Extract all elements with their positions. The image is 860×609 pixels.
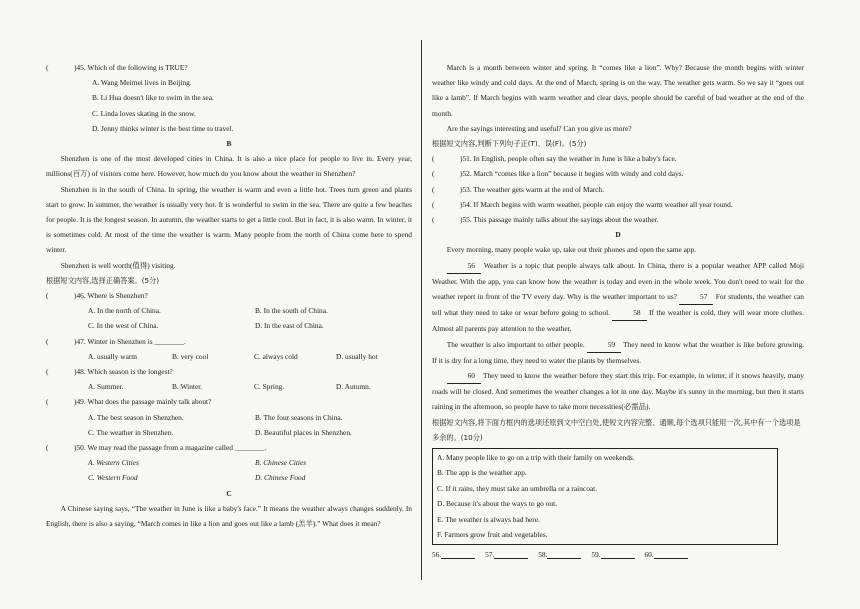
section-c-heading: C	[226, 488, 232, 498]
option-d: D. usually hot	[336, 351, 378, 361]
answer-slot-58[interactable]	[538, 547, 581, 562]
answer-label: 59.	[591, 549, 601, 559]
answer-paren[interactable]: (	[432, 154, 435, 164]
tf-item-54	[432, 197, 804, 212]
answer-paren[interactable]: (	[46, 336, 49, 346]
choices-box	[432, 448, 778, 544]
passage-c-paragraph: A Chinese saying says, “The weather in June is like a baby's face.” It means the weather always changes suddenly. In English, there is also a saying, “March comes in like a lion and goes out like a lamb (羔羊).” What does it mean?	[46, 503, 412, 529]
tf-statement: )51. In English, people often say the weather in June is like a baby's face.	[460, 154, 677, 164]
right-column	[432, 60, 804, 562]
passage-text: The weather is also important to other people.	[446, 339, 587, 349]
option-c: C. The weather in Shenzhen.	[88, 427, 174, 437]
answer-row	[432, 547, 804, 562]
passage-b-paragraph: Shenzhen is in the south of China. In spring, the weather is warm and even a little hot. Trees turn green and plants start to grow. In summer, the weather is usually very hot. It is wonderful to swim in the sea. There are quite a few beaches for people. It is the longest season. In autumn, the weather starts to get a little cool. But in fact, it is also warm. In winter, it is sometimes cold. At most of the time the weather is warm. Many people from the north of China come here to spend winter.	[46, 184, 412, 255]
choice-c: C. If it rains, they must take an umbrella or a raincoat.	[437, 483, 598, 493]
blank-58[interactable]: 58	[612, 305, 646, 321]
choice-f: F. Farmers grow fruit and vegetables.	[437, 530, 548, 540]
answer-line[interactable]	[654, 549, 688, 559]
blank-59[interactable]: 59	[587, 337, 621, 353]
question-stem: )49. What does the passage mainly talk about?	[74, 397, 212, 407]
question-50	[46, 440, 412, 455]
passage-b-paragraph: Shenzhen is well worth(值得) visiting.	[60, 260, 176, 270]
tf-statement: )52. March “comes like a lion” because it begins with windy and cold days.	[460, 169, 684, 179]
tf-statement: )55. This passage mainly talks about the sayings about the weather.	[460, 215, 659, 225]
answer-label: 58.	[538, 549, 548, 559]
answer-line[interactable]	[494, 549, 528, 559]
answer-label: 57.	[485, 549, 495, 559]
option-a: A. Summer.	[88, 382, 124, 392]
option-b: B. Winter.	[172, 382, 203, 392]
option-b: B. very cool	[172, 351, 209, 361]
answer-paren[interactable]: (	[432, 184, 435, 194]
section-b-heading: B	[226, 139, 232, 149]
question-stem: )48. Which season is the longest?	[74, 367, 173, 377]
options	[46, 379, 412, 394]
option-a: A. usually warm	[88, 351, 138, 361]
option-a: A. The best season in Shenzhen.	[88, 412, 184, 422]
passage-d-paragraph	[432, 258, 804, 337]
question-48	[46, 364, 412, 379]
option-d: D. Autumn.	[336, 382, 371, 392]
answer-slot-60[interactable]	[644, 547, 687, 562]
section-d-heading: D	[615, 230, 621, 240]
option-c: C. always cold	[254, 351, 298, 361]
answer-paren[interactable]: (	[46, 63, 49, 72]
passage-text: They need to know what the weather is like before growing. If it is dry for a long time, they need to water the plants by themselves.	[432, 339, 804, 365]
answer-slot-57[interactable]	[485, 547, 528, 562]
question-stem: )45. Which of the following is TRUE?	[74, 63, 188, 72]
option-a: A. Western Cities	[88, 458, 139, 468]
passage-b-paragraph: Shenzhen is one of the most developed cities in China. It is also a nice place for people to live in. Every year, millions(百万) of visitors come here. However, how much do you know about the weather in Shenzhen?	[46, 154, 412, 179]
tf-item-52	[432, 166, 804, 181]
answer-paren[interactable]: (	[432, 199, 435, 209]
passage-d-paragraph	[432, 368, 804, 415]
tf-item-53	[432, 182, 804, 197]
answer-line[interactable]	[441, 549, 475, 559]
choice-d: D. Because it's about the ways to go out.	[437, 499, 557, 509]
answer-line[interactable]	[547, 549, 581, 559]
option-b: B. In the south of China.	[255, 306, 328, 316]
option-a: A. Wang Meimei lives in Beijing.	[92, 78, 192, 88]
question-stem: )47. Winter in Shenzhen is ________.	[74, 336, 186, 346]
left-column	[46, 60, 412, 531]
section-c-instruction: 根据短文内容,判断下列句子正(T)、误(F)。(5分)	[432, 139, 587, 149]
question-stem: )50. We may read the passage from a magazine called ________.	[74, 443, 267, 453]
tf-statement: )54. If March begins with warm weather, people can enjoy the warm weather all year round.	[460, 199, 733, 209]
tf-statement: )53. The weather gets warm at the end of March.	[460, 184, 605, 194]
passage-c-paragraph: March is a month between winter and spring. It “comes like a lion”. Why? Because the month begins with winter weather like windy and cold days. At the end of March, spring is on the way. The weather gets warm. So we say it “goes out like a lamb”. If March begins with warm weather and clear days, people should be careful of bad weather at the end of the month.	[432, 63, 804, 118]
passage-d-intro: Every morning, many people wake up, take out their phones and open the same app.	[446, 245, 697, 255]
passage-text: Weather is a topic that people always talk about. In China, there is a popular weather APP called Moji Weather. With the app, you can know how the weather is today and even in the whole week. You don't need to wait for the weather report in front of the TV every day. Why is the weather important to us?	[432, 260, 804, 302]
option-c: C. In the west of China.	[88, 321, 159, 331]
answer-label: 60.	[644, 549, 654, 559]
question-46	[46, 288, 412, 303]
answer-label: 56.	[432, 549, 442, 559]
answer-line[interactable]	[601, 549, 635, 559]
option-b: B. Chinese Cities	[255, 458, 307, 468]
answer-slot-56[interactable]	[432, 547, 475, 562]
tf-item-51	[432, 151, 804, 166]
answer-paren[interactable]: (	[432, 169, 435, 179]
passage-text: If the weather is cold, they will wear more clothes. Almost all parents pay attention to the weather.	[432, 308, 804, 334]
option-c: C. Western Food	[88, 473, 138, 483]
answer-paren[interactable]: (	[46, 367, 49, 377]
question-49	[46, 394, 412, 409]
option-b: B. Li Hua doesn't like to swim in the sea.	[92, 93, 214, 103]
column-divider	[421, 40, 422, 580]
tf-item-55	[432, 212, 804, 227]
option-d: D. In the east of China.	[255, 321, 324, 331]
option-c: C. Linda loves skating in the snow.	[92, 108, 196, 118]
section-d-instruction: 根据短文内容,将下面方框内的选项还原到文中空白处,使短文内容完整、通顺,每个选项只能用一次,其中有一个选项是多余的。(10分)	[432, 417, 801, 442]
question-stem: )46. Where is Shenzhen?	[74, 291, 148, 301]
blank-56[interactable]: 56	[447, 258, 481, 274]
question-45	[46, 60, 412, 75]
section-b-instruction: 根据短文内容,选择正确答案。(5分)	[46, 275, 160, 285]
answer-paren[interactable]: (	[46, 443, 49, 453]
blank-60[interactable]: 60	[447, 368, 481, 384]
options	[46, 349, 412, 364]
option-b: B. The four seasons in China.	[255, 412, 343, 422]
passage-text: For students, the weather can tell what they need to take or wear before going to school.	[432, 292, 804, 318]
options	[46, 410, 412, 440]
option-d: D. Beautiful places in Shenzhen.	[255, 427, 352, 437]
passage-text: They need to know the weather before they start this trip. For example, in winter, if it snows heavily, many roads will be closed. And sometimes the weather changes a lot in one day. Maybe it's sunny in the morning, but then it starts raining in the afternoon, so people have to take more necessities(必需品).	[432, 371, 804, 412]
option-d: D. Chinese Food	[255, 473, 306, 483]
choice-b: B. The app is the weather app.	[437, 468, 527, 478]
passage-d-paragraph	[432, 337, 804, 368]
choice-a: A. Many people like to go on a trip with their family on weekends.	[437, 453, 635, 463]
options	[46, 303, 412, 333]
option-c: C. Spring.	[254, 382, 285, 392]
options	[46, 455, 412, 485]
answer-paren[interactable]: (	[46, 397, 49, 407]
option-a: A. In the north of China.	[88, 306, 161, 316]
choice-e: E. The weather is always bad here.	[437, 514, 540, 524]
blank-57[interactable]: 57	[679, 289, 713, 305]
answer-paren[interactable]: (	[46, 291, 49, 301]
passage-c-paragraph: Are the sayings interesting and useful? Can you give us more?	[446, 123, 632, 133]
answer-slot-59[interactable]	[591, 547, 634, 562]
question-47	[46, 334, 412, 349]
answer-paren[interactable]: (	[432, 215, 435, 225]
option-d: D. Jenny thinks winter is the best time to travel.	[92, 123, 234, 133]
